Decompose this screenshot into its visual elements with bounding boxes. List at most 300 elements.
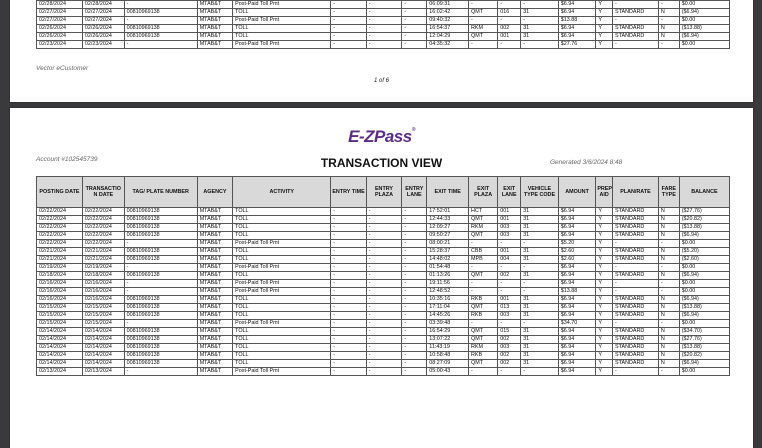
- cell-tag-plate-number: 00810969138: [124, 216, 197, 224]
- cell-prepaid: Y: [596, 232, 613, 240]
- cell-tag-plate-number: 00810969138: [124, 248, 197, 256]
- cell-tag-plate-number: -: [124, 1, 197, 9]
- cell-tag-plate-number: 00810969138: [124, 25, 197, 33]
- statement-page-2: [10, 108, 753, 448]
- header-exit-plaza: EXIT PLAZA: [469, 177, 498, 208]
- cell-activity: TOLL: [233, 272, 331, 280]
- cell-amount: $27.76: [558, 41, 596, 49]
- cell-fare-type: N: [658, 312, 679, 320]
- statement-page-1: [10, 0, 753, 102]
- cell-fare-type: N: [658, 336, 679, 344]
- cell-entry-lane: -: [402, 360, 427, 368]
- cell-prepaid: Y: [596, 352, 613, 360]
- ezpass-logo-text: E-ZPass: [348, 127, 412, 146]
- cell-entry-time: -: [331, 320, 366, 328]
- cell-activity: TOLL: [233, 248, 331, 256]
- page-number: 1 of 6: [373, 78, 389, 84]
- cell-entry-time: -: [331, 9, 366, 17]
- cell-entry-time: -: [331, 25, 366, 33]
- cell-activity: TOLL: [233, 25, 331, 33]
- cell-vehicle-type-code: 31: [521, 344, 559, 352]
- cell-posting-date: 02/16/2024: [37, 296, 83, 304]
- cell-tag-plate-number: -: [124, 280, 197, 288]
- cell-activity: Post-Paid Toll Pmt: [233, 280, 331, 288]
- cell-posting-date: 02/26/2024: [37, 25, 83, 33]
- cell-fare-type: -: [658, 280, 679, 288]
- cell-balance: ($20.82): [679, 352, 729, 360]
- cell-entry-plaza: -: [366, 344, 401, 352]
- cell-amount: $6.94: [558, 360, 596, 368]
- cell-activity: TOLL: [233, 304, 331, 312]
- cell-exit-plaza: -: [469, 264, 498, 272]
- cell-amount: $6.94: [558, 272, 596, 280]
- cell-exit-lane: 003: [498, 224, 521, 232]
- cell-transaction-date: 02/22/2024: [82, 216, 124, 224]
- cell-entry-plaza: -: [366, 296, 401, 304]
- cell-balance: $0.00: [679, 368, 729, 376]
- cell-amount: $6.94: [558, 352, 596, 360]
- cell-entry-lane: -: [402, 256, 427, 264]
- cell-prepaid: Y: [596, 360, 613, 368]
- cell-activity: TOLL: [233, 336, 331, 344]
- cell-plan-rate: -: [613, 368, 659, 376]
- cell-transaction-date: 02/13/2024: [82, 368, 124, 376]
- cell-entry-lane: -: [402, 248, 427, 256]
- table-row: [37, 1, 730, 9]
- cell-exit-plaza: QMT: [469, 272, 498, 280]
- cell-entry-time: -: [331, 352, 366, 360]
- cell-tag-plate-number: 00810969138: [124, 344, 197, 352]
- cell-tag-plate-number: 00810969138: [124, 232, 197, 240]
- cell-exit-plaza: RKM: [469, 344, 498, 352]
- cell-transaction-date: 02/16/2024: [82, 288, 124, 296]
- cell-posting-date: 02/22/2024: [37, 232, 83, 240]
- cell-tag-plate-number: -: [124, 368, 197, 376]
- cell-entry-plaza: -: [366, 320, 401, 328]
- cell-vehicle-type-code: -: [521, 240, 559, 248]
- cell-activity: TOLL: [233, 33, 331, 41]
- cell-posting-date: 02/14/2024: [37, 352, 83, 360]
- cell-exit-plaza: RKB: [469, 312, 498, 320]
- cell-posting-date: 02/14/2024: [37, 336, 83, 344]
- cell-agency: MTAB&T: [197, 328, 232, 336]
- cell-exit-plaza: CBB: [469, 248, 498, 256]
- cell-exit-lane: 013: [498, 304, 521, 312]
- cell-prepaid: Y: [596, 296, 613, 304]
- cell-plan-rate: STANDARD: [613, 25, 659, 33]
- cell-entry-time: -: [331, 280, 366, 288]
- cell-exit-lane: 016: [498, 9, 521, 17]
- cell-balance: $0.00: [679, 320, 729, 328]
- cell-agency: MTAB&T: [197, 1, 232, 9]
- cell-agency: MTAB&T: [197, 304, 232, 312]
- cell-entry-plaza: -: [366, 232, 401, 240]
- cell-entry-time: -: [331, 248, 366, 256]
- cell-balance: $0.00: [679, 41, 729, 49]
- cell-prepaid: Y: [596, 25, 613, 33]
- cell-vehicle-type-code: -: [521, 1, 559, 9]
- cell-tag-plate-number: 00810969138: [124, 272, 197, 280]
- cell-agency: MTAB&T: [197, 360, 232, 368]
- cell-prepaid: Y: [596, 216, 613, 224]
- cell-balance: ($6.94): [679, 232, 729, 240]
- cell-fare-type: N: [658, 304, 679, 312]
- cell-agency: MTAB&T: [197, 232, 232, 240]
- cell-entry-lane: -: [402, 33, 427, 41]
- cell-transaction-date: 02/15/2024: [82, 304, 124, 312]
- cell-agency: MTAB&T: [197, 352, 232, 360]
- cell-posting-date: 02/27/2024: [37, 17, 83, 25]
- cell-exit-lane: -: [498, 288, 521, 296]
- cell-entry-lane: -: [402, 312, 427, 320]
- cell-plan-rate: -: [613, 41, 659, 49]
- cell-exit-lane: 003: [498, 232, 521, 240]
- cell-balance: $0.00: [679, 288, 729, 296]
- cell-transaction-date: 02/21/2024: [82, 248, 124, 256]
- cell-vehicle-type-code: -: [521, 17, 559, 25]
- cell-plan-rate: STANDARD: [613, 296, 659, 304]
- cell-fare-type: N: [658, 296, 679, 304]
- cell-plan-rate: -: [613, 1, 659, 9]
- cell-exit-plaza: MPB: [469, 256, 498, 264]
- table-row: [37, 360, 730, 368]
- cell-balance: ($13.88): [679, 25, 729, 33]
- cell-fare-type: -: [658, 320, 679, 328]
- cell-exit-time: 12:44:33: [427, 216, 469, 224]
- cell-entry-time: -: [331, 17, 366, 25]
- cell-posting-date: 02/28/2024: [37, 1, 83, 9]
- cell-prepaid: Y: [596, 312, 613, 320]
- cell-tag-plate-number: 00810969138: [124, 224, 197, 232]
- cell-agency: MTAB&T: [197, 368, 232, 376]
- cell-entry-time: -: [331, 368, 366, 376]
- cell-balance: $0.00: [679, 280, 729, 288]
- cell-activity: TOLL: [233, 312, 331, 320]
- cell-plan-rate: STANDARD: [613, 248, 659, 256]
- cell-entry-time: -: [331, 256, 366, 264]
- cell-tag-plate-number: -: [124, 264, 197, 272]
- cell-entry-time: -: [331, 288, 366, 296]
- cell-fare-type: -: [658, 41, 679, 49]
- cell-prepaid: Y: [596, 248, 613, 256]
- cell-exit-time: 08:27:09: [427, 360, 469, 368]
- cell-agency: MTAB&T: [197, 296, 232, 304]
- cell-exit-lane: 002: [498, 25, 521, 33]
- header-entry-plaza: ENTRY PLAZA: [366, 177, 401, 208]
- cell-entry-lane: -: [402, 336, 427, 344]
- cell-prepaid: Y: [596, 280, 613, 288]
- table-row: [37, 352, 730, 360]
- cell-plan-rate: STANDARD: [613, 352, 659, 360]
- cell-prepaid: Y: [596, 256, 613, 264]
- cell-agency: MTAB&T: [197, 256, 232, 264]
- cell-posting-date: 02/21/2024: [37, 256, 83, 264]
- cell-tag-plate-number: 00810969138: [124, 9, 197, 17]
- cell-transaction-date: 02/15/2024: [82, 320, 124, 328]
- table-row: [37, 264, 730, 272]
- cell-plan-rate: STANDARD: [613, 216, 659, 224]
- cell-vehicle-type-code: 31: [521, 232, 559, 240]
- cell-entry-plaza: -: [366, 9, 401, 17]
- table-row: [37, 336, 730, 344]
- cell-exit-time: 09:40:32: [427, 17, 469, 25]
- generated-timestamp: Generated 3/6/2024 8:48: [550, 159, 623, 166]
- header-transaction-date: TRANSACTIO N DATE: [82, 177, 124, 208]
- cell-fare-type: N: [658, 33, 679, 41]
- table-row: [37, 368, 730, 376]
- cell-vehicle-type-code: -: [521, 280, 559, 288]
- cell-vehicle-type-code: 31: [521, 312, 559, 320]
- cell-fare-type: N: [658, 248, 679, 256]
- cell-agency: MTAB&T: [197, 312, 232, 320]
- cell-transaction-date: 02/22/2024: [82, 208, 124, 216]
- header-activity: ACTIVITY: [233, 177, 331, 208]
- cell-agency: MTAB&T: [197, 336, 232, 344]
- cell-posting-date: 02/22/2024: [37, 240, 83, 248]
- cell-agency: MTAB&T: [197, 9, 232, 17]
- cell-amount: $6.94: [558, 264, 596, 272]
- cell-vehicle-type-code: 31: [521, 208, 559, 216]
- cell-exit-lane: 002: [498, 336, 521, 344]
- table-row: [37, 224, 730, 232]
- cell-exit-plaza: -: [469, 280, 498, 288]
- cell-entry-lane: -: [402, 344, 427, 352]
- cell-agency: MTAB&T: [197, 248, 232, 256]
- cell-plan-rate: STANDARD: [613, 336, 659, 344]
- header-posting-date: POSTING DATE: [37, 177, 83, 208]
- cell-activity: Post-Paid Toll Pmt: [233, 17, 331, 25]
- cell-agency: MTAB&T: [197, 288, 232, 296]
- cell-tag-plate-number: -: [124, 17, 197, 25]
- cell-vehicle-type-code: 31: [521, 256, 559, 264]
- cell-transaction-date: 02/15/2024: [82, 312, 124, 320]
- cell-exit-lane: -: [498, 368, 521, 376]
- cell-tag-plate-number: 00810969138: [124, 208, 197, 216]
- cell-amount: $2.60: [558, 248, 596, 256]
- cell-entry-lane: -: [402, 352, 427, 360]
- cell-agency: MTAB&T: [197, 208, 232, 216]
- cell-activity: Post-Paid Toll Pmt: [233, 240, 331, 248]
- cell-exit-lane: -: [498, 280, 521, 288]
- cell-exit-time: 17:52:01: [427, 208, 469, 216]
- cell-entry-lane: -: [402, 328, 427, 336]
- cell-transaction-date: 02/16/2024: [82, 296, 124, 304]
- cell-activity: Post-Paid Toll Pmt: [233, 320, 331, 328]
- cell-fare-type: -: [658, 288, 679, 296]
- cell-posting-date: 02/27/2024: [37, 9, 83, 17]
- cell-transaction-date: 02/22/2024: [82, 232, 124, 240]
- cell-entry-plaza: -: [366, 224, 401, 232]
- cell-amount: $6.94: [558, 304, 596, 312]
- cell-entry-lane: -: [402, 320, 427, 328]
- cell-transaction-date: 02/14/2024: [82, 352, 124, 360]
- cell-prepaid: Y: [596, 304, 613, 312]
- cell-tag-plate-number: -: [124, 41, 197, 49]
- table-row: [37, 344, 730, 352]
- cell-posting-date: 02/21/2024: [37, 248, 83, 256]
- cell-activity: TOLL: [233, 328, 331, 336]
- cell-tag-plate-number: 00810969138: [124, 312, 197, 320]
- cell-transaction-date: 02/27/2024: [82, 17, 124, 25]
- cell-entry-plaza: -: [366, 336, 401, 344]
- cell-plan-rate: STANDARD: [613, 272, 659, 280]
- cell-entry-time: -: [331, 232, 366, 240]
- cell-agency: MTAB&T: [197, 272, 232, 280]
- cell-exit-lane: -: [498, 240, 521, 248]
- cell-tag-plate-number: -: [124, 240, 197, 248]
- transaction-table-page-1: [36, 0, 730, 49]
- cell-exit-plaza: QMT: [469, 336, 498, 344]
- cell-plan-rate: STANDARD: [613, 304, 659, 312]
- cell-prepaid: Y: [596, 368, 613, 376]
- cell-exit-lane: 001: [498, 296, 521, 304]
- cell-exit-time: 17:11:04: [427, 304, 469, 312]
- cell-vehicle-type-code: 31: [521, 304, 559, 312]
- header-amount: AMOUNT: [558, 177, 596, 208]
- cell-fare-type: N: [658, 360, 679, 368]
- cell-exit-plaza: -: [469, 320, 498, 328]
- cell-prepaid: Y: [596, 33, 613, 41]
- cell-activity: TOLL: [233, 360, 331, 368]
- cell-entry-plaza: -: [366, 264, 401, 272]
- cell-activity: Post-Paid Toll Pmt: [233, 264, 331, 272]
- cell-tag-plate-number: 00810969138: [124, 360, 197, 368]
- cell-entry-plaza: -: [366, 368, 401, 376]
- cell-fare-type: N: [658, 344, 679, 352]
- cell-posting-date: 02/14/2024: [37, 328, 83, 336]
- table-row: [37, 272, 730, 280]
- cell-entry-lane: -: [402, 288, 427, 296]
- cell-plan-rate: -: [613, 320, 659, 328]
- cell-vehicle-type-code: 31: [521, 360, 559, 368]
- cell-entry-lane: -: [402, 304, 427, 312]
- cell-plan-rate: STANDARD: [613, 328, 659, 336]
- cell-exit-plaza: QMT: [469, 304, 498, 312]
- cell-plan-rate: STANDARD: [613, 208, 659, 216]
- cell-exit-plaza: QMT: [469, 216, 498, 224]
- cell-plan-rate: -: [613, 17, 659, 25]
- cell-transaction-date: 02/26/2024: [82, 25, 124, 33]
- cell-plan-rate: -: [613, 240, 659, 248]
- cell-exit-plaza: RKB: [469, 352, 498, 360]
- cell-amount: $6.94: [558, 312, 596, 320]
- cell-plan-rate: STANDARD: [613, 232, 659, 240]
- cell-posting-date: 02/19/2024: [37, 264, 83, 272]
- cell-transaction-date: 02/21/2024: [82, 256, 124, 264]
- cell-fare-type: N: [658, 328, 679, 336]
- cell-balance: $0.00: [679, 1, 729, 9]
- cell-fare-type: N: [658, 9, 679, 17]
- cell-entry-lane: -: [402, 296, 427, 304]
- cell-activity: Post-Paid Toll Pmt: [233, 288, 331, 296]
- cell-plan-rate: STANDARD: [613, 9, 659, 17]
- cell-prepaid: Y: [596, 240, 613, 248]
- cell-plan-rate: STANDARD: [613, 312, 659, 320]
- cell-tag-plate-number: -: [124, 288, 197, 296]
- cell-entry-plaza: -: [366, 17, 401, 25]
- cell-activity: TOLL: [233, 216, 331, 224]
- cell-balance: $0.00: [679, 17, 729, 25]
- registered-mark: ®: [411, 127, 415, 133]
- cell-entry-plaza: -: [366, 208, 401, 216]
- cell-entry-time: -: [331, 216, 366, 224]
- cell-agency: MTAB&T: [197, 264, 232, 272]
- cell-entry-time: -: [331, 360, 366, 368]
- cell-posting-date: 02/14/2024: [37, 344, 83, 352]
- cell-entry-time: -: [331, 41, 366, 49]
- cell-amount: $6.94: [558, 280, 596, 288]
- cell-posting-date: 02/14/2024: [37, 360, 83, 368]
- cell-exit-lane: 002: [498, 352, 521, 360]
- cell-exit-plaza: -: [469, 240, 498, 248]
- cell-vehicle-type-code: -: [521, 264, 559, 272]
- cell-posting-date: 02/16/2024: [37, 288, 83, 296]
- cell-tag-plate-number: 00810969138: [124, 304, 197, 312]
- cell-posting-date: 02/18/2024: [37, 272, 83, 280]
- cell-entry-time: -: [331, 336, 366, 344]
- cell-tag-plate-number: 00810969138: [124, 33, 197, 41]
- cell-agency: MTAB&T: [197, 25, 232, 33]
- cell-activity: Post-Paid Toll Pmt: [233, 41, 331, 49]
- cell-transaction-date: 02/22/2024: [82, 240, 124, 248]
- cell-balance: ($13.88): [679, 304, 729, 312]
- cell-agency: MTAB&T: [197, 41, 232, 49]
- cell-activity: TOLL: [233, 9, 331, 17]
- cell-plan-rate: STANDARD: [613, 224, 659, 232]
- cell-exit-plaza: HCT: [469, 208, 498, 216]
- cell-prepaid: Y: [596, 9, 613, 17]
- cell-prepaid: Y: [596, 336, 613, 344]
- cell-fare-type: N: [658, 272, 679, 280]
- cell-entry-plaza: -: [366, 272, 401, 280]
- cell-amount: $6.94: [558, 9, 596, 17]
- cell-entry-plaza: -: [366, 1, 401, 9]
- cell-amount: $6.94: [558, 224, 596, 232]
- cell-exit-time: 01:13:26: [427, 272, 469, 280]
- cell-vehicle-type-code: 31: [521, 336, 559, 344]
- cell-exit-time: 12:09:27: [427, 224, 469, 232]
- cell-exit-lane: 003: [498, 312, 521, 320]
- cell-exit-lane: -: [498, 41, 521, 49]
- cell-activity: TOLL: [233, 344, 331, 352]
- cell-transaction-date: 02/14/2024: [82, 336, 124, 344]
- cell-fare-type: N: [658, 224, 679, 232]
- cell-activity: TOLL: [233, 296, 331, 304]
- cell-exit-plaza: -: [469, 1, 498, 9]
- cell-exit-time: 19:11:56: [427, 280, 469, 288]
- table-row: [37, 304, 730, 312]
- table-row: [37, 33, 730, 41]
- cell-fare-type: N: [658, 208, 679, 216]
- cell-exit-lane: 004: [498, 256, 521, 264]
- cell-exit-time: 10:58:48: [427, 352, 469, 360]
- cell-vehicle-type-code: 31: [521, 352, 559, 360]
- cell-entry-plaza: -: [366, 312, 401, 320]
- cell-amount: $6.94: [558, 336, 596, 344]
- cell-activity: Post-Paid Toll Pmt: [233, 368, 331, 376]
- header-agency: AGENCY: [197, 177, 232, 208]
- cell-tag-plate-number: 00810969138: [124, 256, 197, 264]
- cell-balance: ($27.76): [679, 336, 729, 344]
- cell-exit-lane: 002: [498, 272, 521, 280]
- cell-posting-date: 02/13/2024: [37, 368, 83, 376]
- cell-transaction-date: 02/16/2024: [82, 280, 124, 288]
- cell-exit-plaza: RKB: [469, 296, 498, 304]
- cell-transaction-date: 02/14/2024: [82, 328, 124, 336]
- cell-balance: ($6.94): [679, 272, 729, 280]
- cell-balance: ($34.70): [679, 328, 729, 336]
- cell-plan-rate: STANDARD: [613, 360, 659, 368]
